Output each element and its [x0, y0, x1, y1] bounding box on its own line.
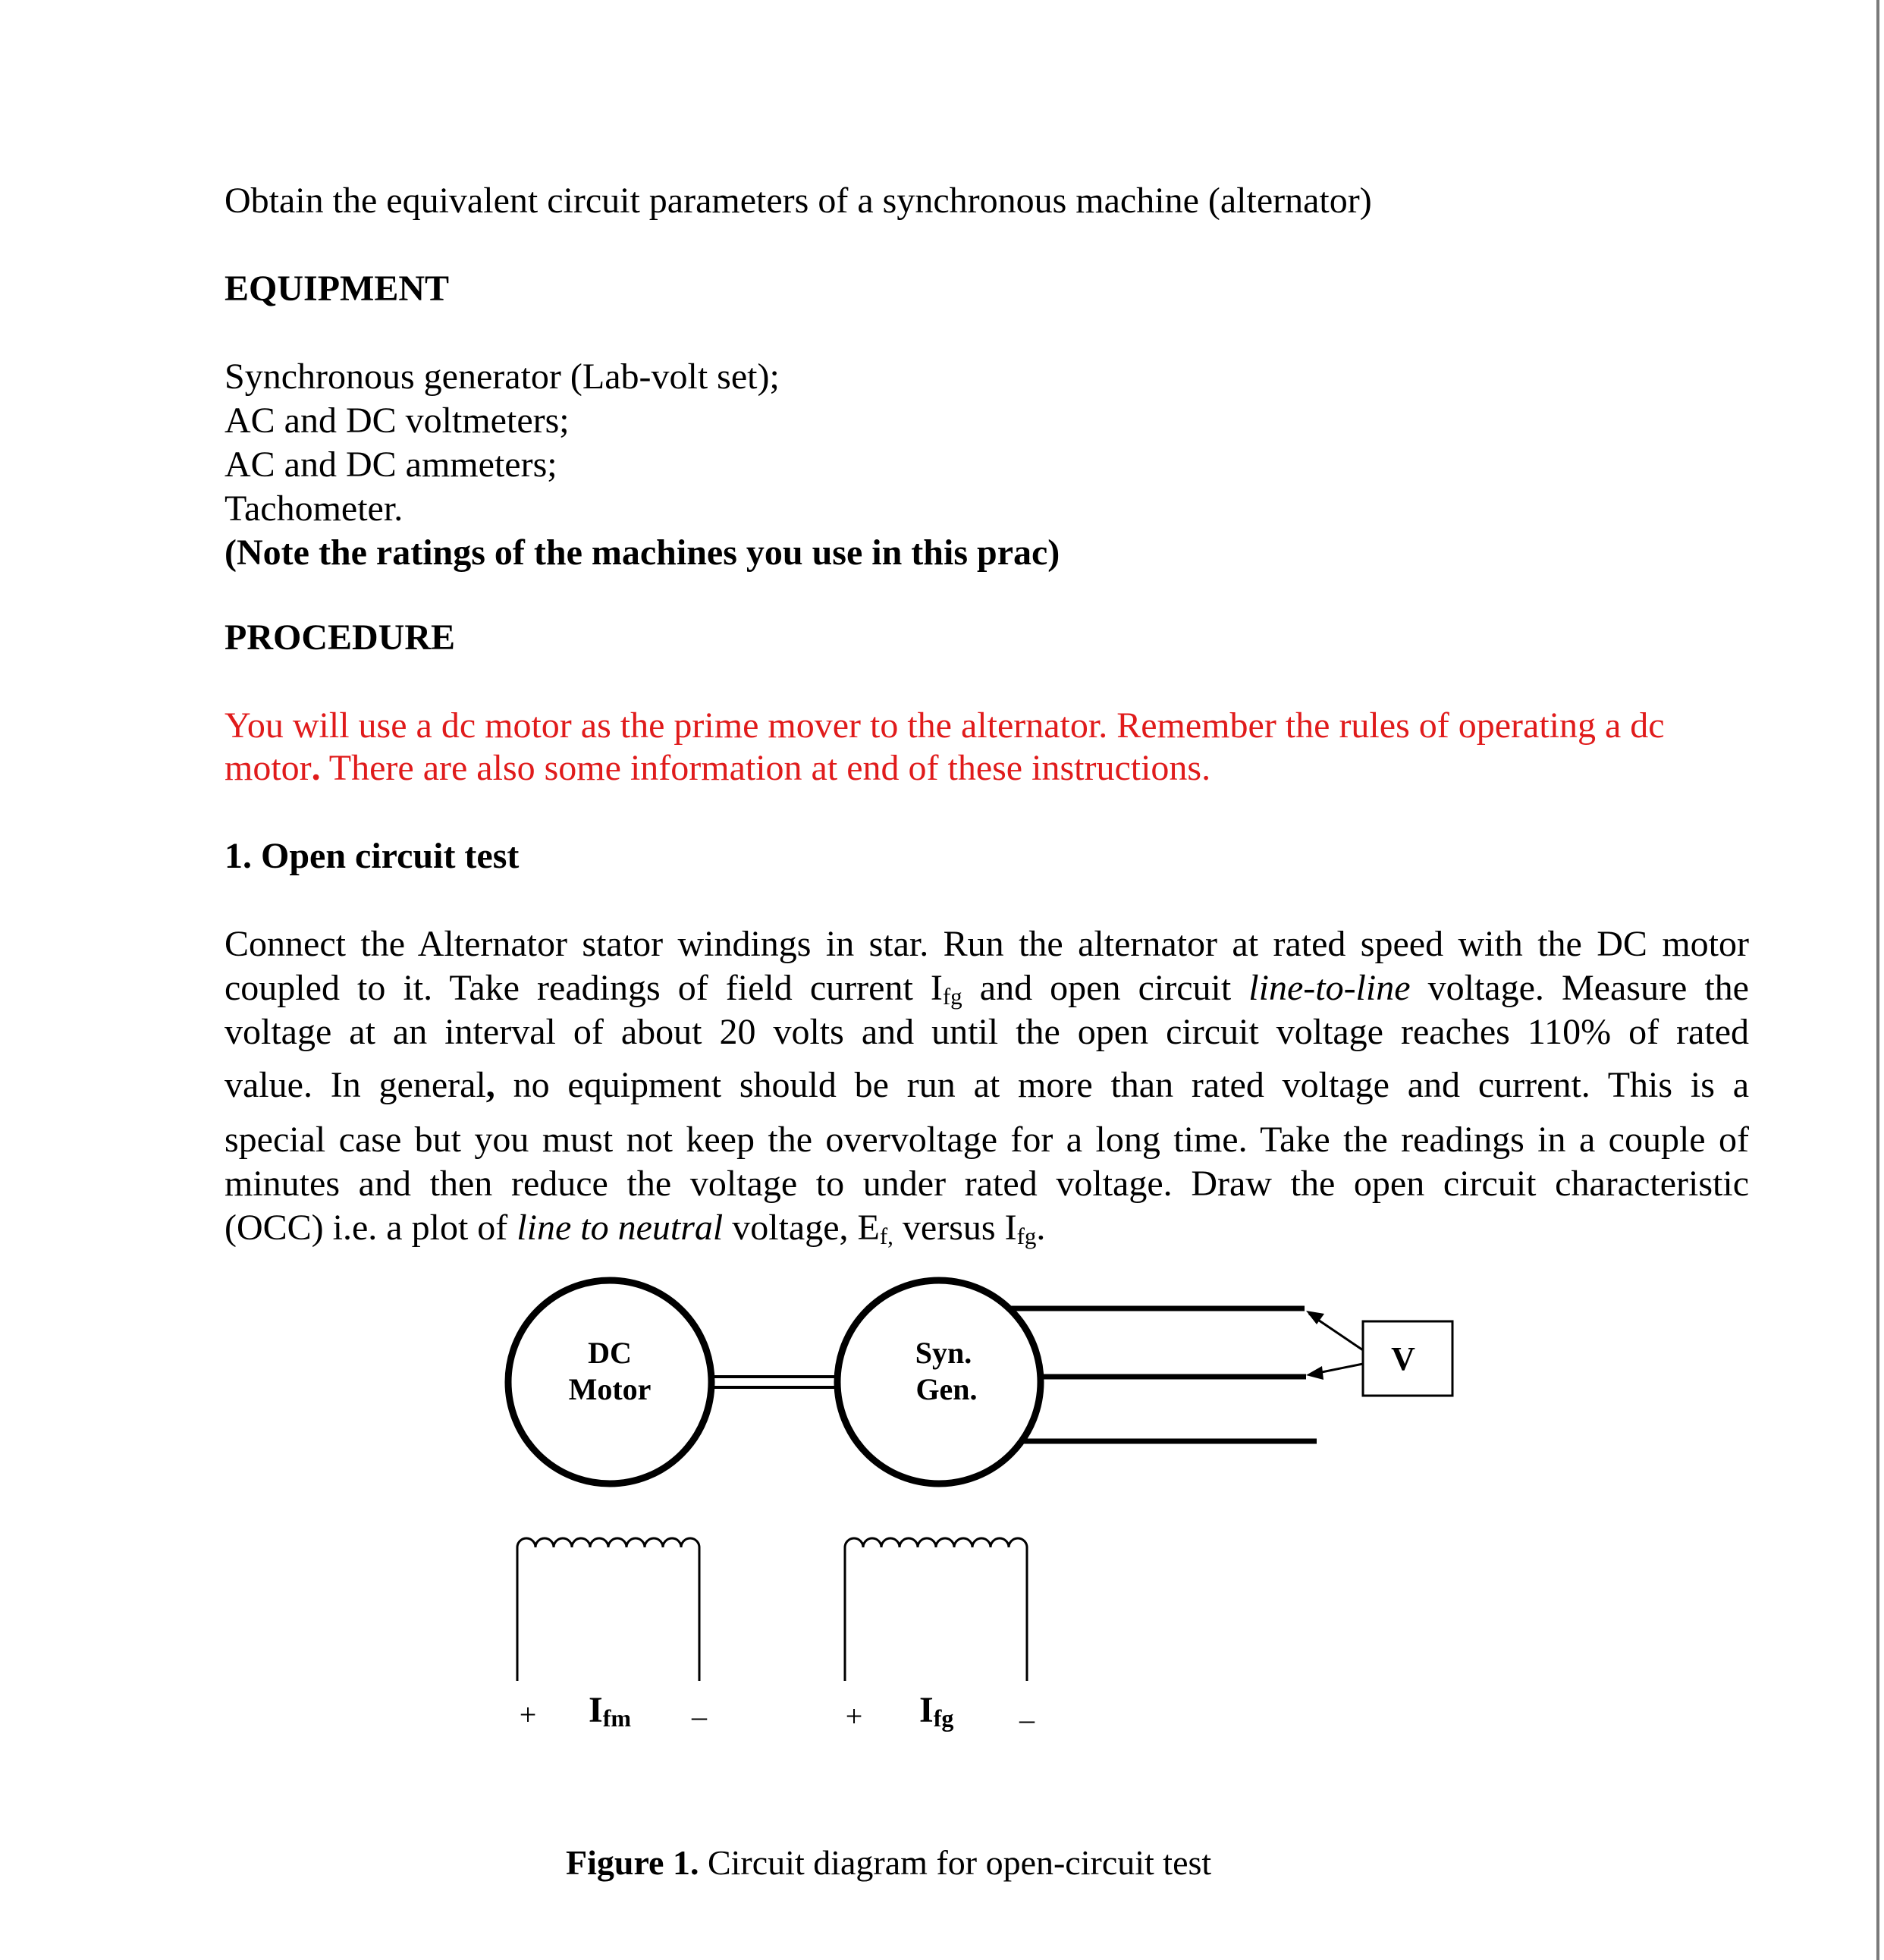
paragraph-line: Connect the Alternator stator windings in star. Run the alternator at rated speed with the DC motor: [225, 924, 1749, 964]
text-run: versus I: [893, 1208, 1017, 1248]
caption-label: Figure 1.: [566, 1843, 699, 1882]
equipment-heading: EQUIPMENT: [225, 269, 450, 309]
generator-field-current-label: [919, 1690, 953, 1732]
motor-field-current-label: [589, 1690, 631, 1732]
plus-terminal: +: [845, 1699, 863, 1733]
generator-label: Syn.: [915, 1336, 972, 1370]
plus-terminal: +: [519, 1698, 537, 1732]
voltmeter-label: V: [1391, 1340, 1415, 1377]
procedure-heading: PROCEDURE: [225, 617, 456, 658]
paragraph-line: minutes and then reduce the voltage to under rated voltage. Draw the open circuit characteristic: [225, 1164, 1749, 1204]
italic-text: line-to-line: [1248, 968, 1411, 1008]
minus-terminal: –: [1019, 1702, 1035, 1736]
current-subscript: fm: [602, 1704, 631, 1732]
text-run: coupled to it. Take readings of field current I: [225, 968, 943, 1008]
paragraph-line: special case but you must not keep the overvoltage for a long time. Take the readings in a couple of: [225, 1120, 1749, 1160]
subscript-f: f,: [879, 1223, 893, 1249]
voltmeter-arrowhead: [1306, 1366, 1324, 1380]
subscript-fg: fg: [942, 983, 962, 1010]
warning-text: motor: [225, 748, 312, 788]
procedure-warning-line: You will use a dc motor as the prime mover to the alternator. Remember the rules of operating a dc: [225, 705, 1665, 746]
motor-label: Motor: [568, 1372, 652, 1406]
paragraph-line: voltage at an interval of about 20 volts and until the open circuit voltage reaches 110% of rated: [225, 1012, 1749, 1052]
text-run: voltage, E: [723, 1208, 880, 1248]
minus-terminal: –: [692, 1699, 707, 1733]
warning-text: There are also some information at end of these instructions.: [320, 748, 1211, 788]
subscript-fg: fg: [1016, 1223, 1037, 1249]
motor-label: DC: [588, 1336, 632, 1370]
equipment-item: Synchronous generator (Lab-volt set);: [225, 357, 780, 397]
generator-field-coil: [845, 1538, 1027, 1547]
generator-label: Gen.: [915, 1372, 978, 1406]
equipment-item: Tachometer.: [225, 488, 403, 529]
text-run: value. In general: [225, 1065, 486, 1105]
current-symbol: I: [919, 1690, 934, 1730]
text-run: no equipment should be run at more than rated voltage and current. This is a: [495, 1065, 1750, 1105]
objective-text: Obtain the equivalent circuit parameters of a synchronous machine (alternator): [225, 181, 1372, 221]
italic-text: line to neutral: [517, 1208, 724, 1248]
equipment-note: (Note the ratings of the machines you use in this prac): [225, 532, 1060, 573]
text-run: and open circuit: [962, 968, 1249, 1008]
bold-comma: ,: [485, 1065, 495, 1105]
text-run: (OCC) i.e. a plot of: [225, 1208, 517, 1248]
equipment-item: AC and DC ammeters;: [225, 444, 557, 485]
open-circuit-heading: 1. Open circuit test: [225, 836, 520, 876]
motor-field-coil: [517, 1538, 699, 1547]
caption-text: Circuit diagram for open-circuit test: [699, 1843, 1212, 1882]
current-subscript: fg: [933, 1704, 954, 1732]
figure-caption: [566, 1842, 1211, 1884]
equipment-item: AC and DC voltmeters;: [225, 400, 570, 441]
current-symbol: I: [589, 1690, 603, 1730]
warning-period: .: [311, 748, 321, 788]
text-run: .: [1036, 1208, 1046, 1248]
text-run: voltage. Measure the: [1410, 968, 1749, 1008]
